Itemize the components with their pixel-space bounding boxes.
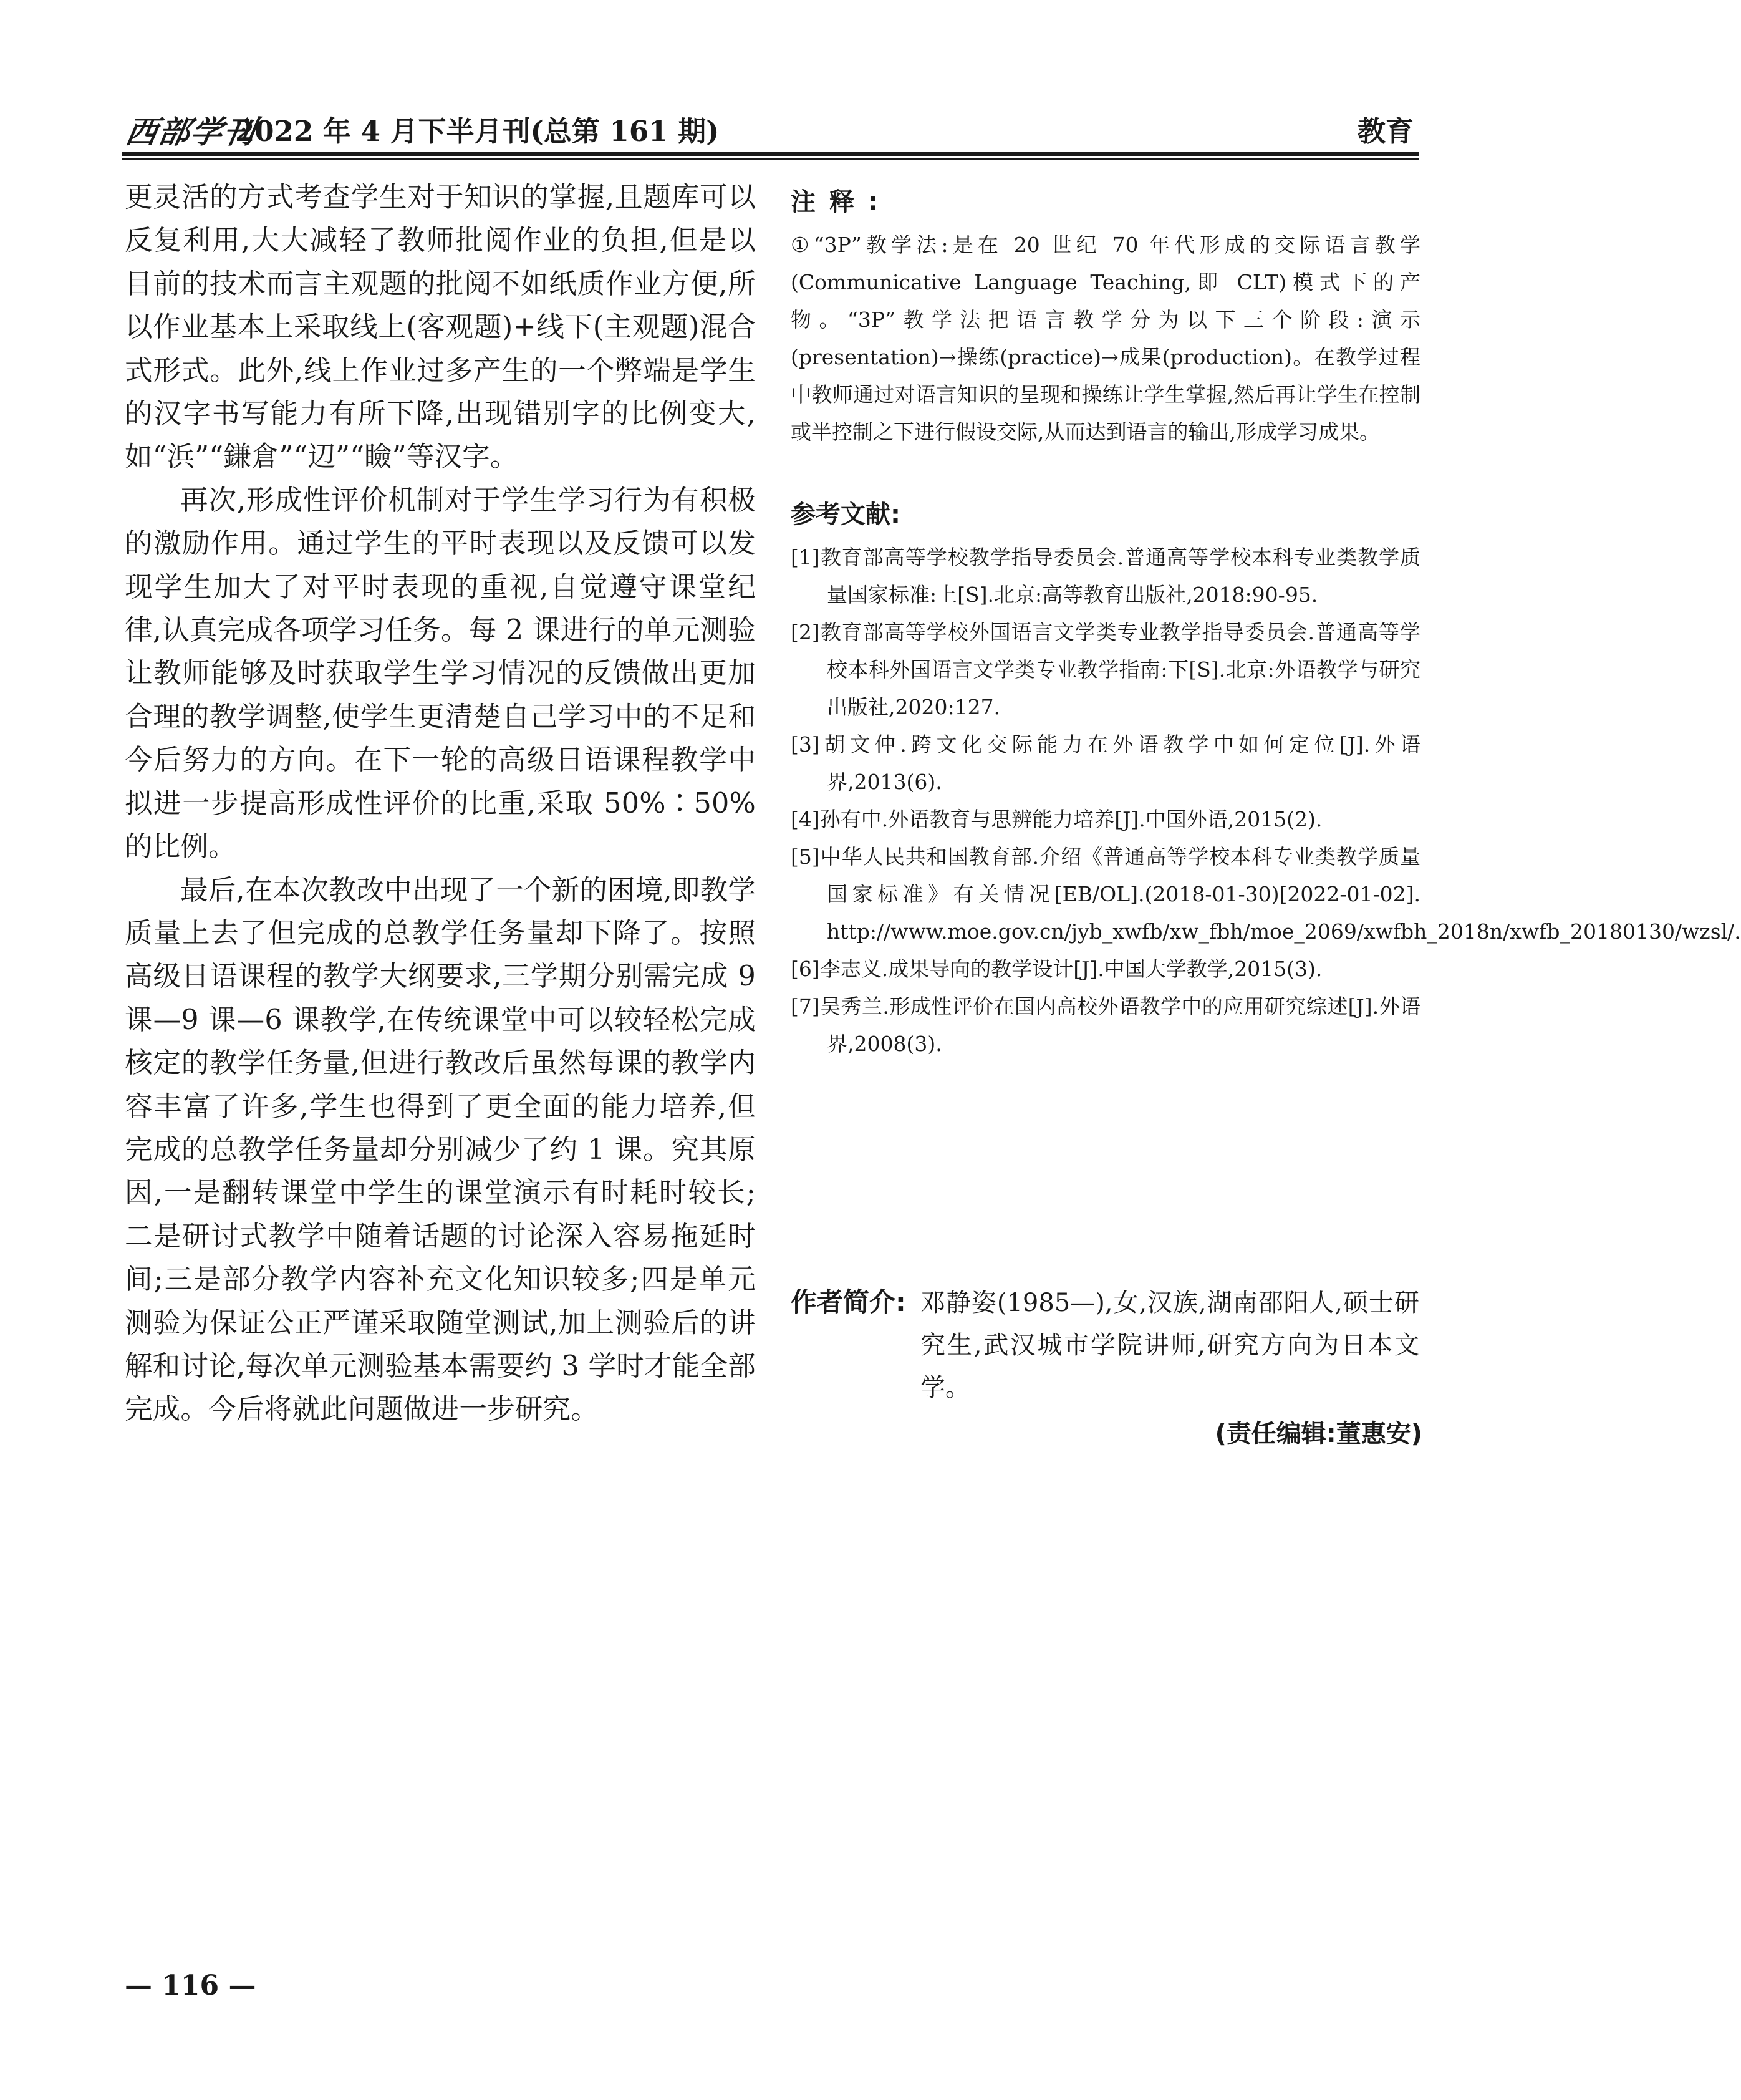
responsible-editor: (责任编辑:董惠安) <box>1215 1420 1422 1448</box>
body-paragraph: 更灵活的方式考查学生对于知识的掌握,且题库可以反复利用,大大减轻了教师批阅作业的负担,但是以目前的技术而言主观题的批阅不如纸质作业方便,所以作业基本上采取线上(客观题)+线下(主观题)混合式形式。此外,线上作业过多产生的一个弊端是学生的汉字书写能力有所下降,出现错别字的比例变大,如“浜”“鎌倉”“辺”“瞼”等汉字。 <box>125 181 756 473</box>
issue-info: 2022 年 4 月下半月刊(总第 161 期) <box>235 115 720 148</box>
author-bio-text: 邓静姿(1985—),女,汉族,湖南邵阳人,硕士研究生,武汉城市学院讲师,研究方向为日本文学。 <box>920 1289 1419 1402</box>
references-list <box>791 539 1741 1063</box>
note-item: ①“3P”教学法:是在 20 世纪 70 年代形成的交际语言教学(Communicative Language Teaching,即 CLT)模式下的产物。“3P”教学法把语言教学分为以下三个阶段:演示(presentation)→操练(practice)→成果(production)。在教学过程中教师通过对语言知识的呈现和操练让学生掌握,然后再让学生在控制或半控制之下进行假设交际,从而达到语言的输出,形成学习成果。 <box>791 233 1420 444</box>
reference-item: [3]胡文仲.跨文化交际能力在外语教学中如何定位[J].外语界,2013(6). <box>791 732 1420 794</box>
reference-item: [4]孙有中.外语教育与思辨能力培养[J].中国外语,2015(2). <box>791 807 1323 831</box>
reference-item: [1]教育部高等学校教学指导委员会.普通高等学校本科专业类教学质量国家标准:上[S].北京:高等教育出版社,2018:90-95. <box>791 545 1420 607</box>
reference-item: [7]吴秀兰.形成性评价在国内高校外语教学中的应用研究综述[J].外语界,2008(3). <box>791 994 1420 1056</box>
page-number: — 116 — <box>125 1970 256 2001</box>
page-header <box>122 106 1419 150</box>
notes-title: 注释: <box>791 188 892 216</box>
references-title: 参考文献: <box>791 500 900 529</box>
body-paragraph: 最后,在本次教改中出现了一个新的困境,即教学质量上去了但完成的总教学任务量却下降了。按照高级日语课程的教学大纲要求,三学期分别需完成 9 课—9 课—6 课教学,在传统课堂中可以较轻松完成核定的教学任务量,但进行教改后虽然每课的教学内容丰富了许多,学生也得到了更全面的能力培养,但完成的总教学任务量却分别减少了约 1 课。究其原因,一是翻转课堂中学生的课堂演示有时耗时较长;二是研讨式教学中随着话题的讨论深入容易拖延时间;三是部分教学内容补充文化知识较多;四是单元测验为保证公正严谨采取随堂测试,加上测验后的讲解和讨论,每次单元测验基本需要约 3 学时才能全部完成。今后将就此问题做进一步研究。 <box>125 874 756 1426</box>
main-text-column <box>125 176 756 1431</box>
reference-item: [2]教育部高等学校外国语言文学类专业教学指导委员会.普通高等学校本科外国语言文学类专业教学指南:下[S].北京:外语教学与研究出版社,2020:127. <box>791 620 1420 719</box>
section-name: 教育 <box>1357 115 1414 148</box>
reference-item: [5]中华人民共和国教育部.介绍《普通高等学校本科专业类教学质量国家标准》有关情况[EB/OL].(2018-01-30)[2022-01-02]. http://www.moe.gov.cn/jyb_xwfb/xw_fbh/moe_2069/xwfbh_2018n/xwfb_20180130/wzsl/. <box>791 844 1741 944</box>
journal-logo: 西部学刊 <box>123 114 259 150</box>
author-bio-label: 作者简介: <box>791 1287 906 1317</box>
header-rule-thin <box>122 158 1419 160</box>
reference-item: [6]李志义.成果导向的教学设计[J].中国大学教学,2015(3). <box>791 957 1323 981</box>
header-rule <box>122 152 1419 156</box>
notes-references-column <box>791 182 1741 1063</box>
body-paragraph: 再次,形成性评价机制对于学生学习行为有积极的激励作用。通过学生的平时表现以及反馈可以发现学生加大了对平时表现的重视,自觉遵守课堂纪律,认真完成各项学习任务。每 2 课进行的单元测验让教师能够及时获取学生学习情况的反馈做出更加合理的教学调整,使学生更清楚自己学习中的不足和今后努力的方向。在下一轮的高级日语课程教学中拟进一步提高形成性评价的比重,采取 50%∶50%的比例。 <box>125 484 756 863</box>
